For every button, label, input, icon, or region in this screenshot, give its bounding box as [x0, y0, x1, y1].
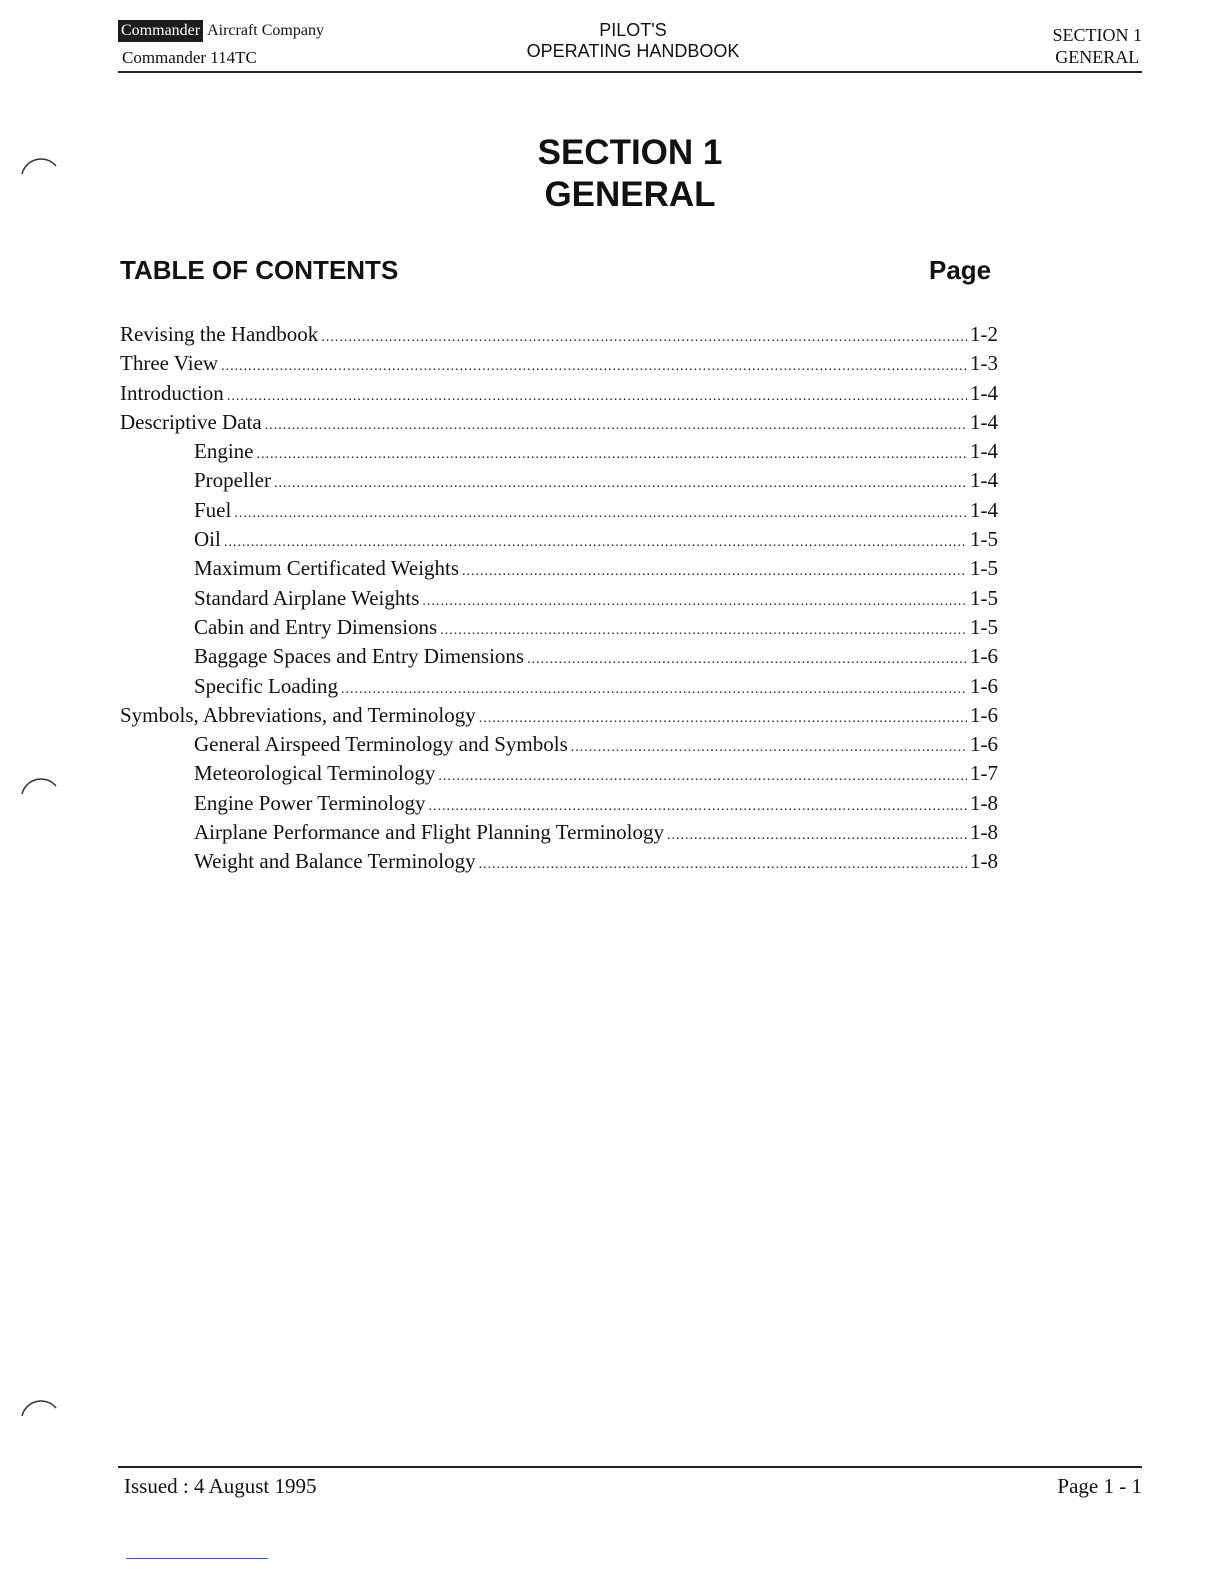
footer-divider: [118, 1466, 1142, 1468]
toc-entry[interactable]: [120, 379, 998, 408]
toc-entry-title: Three View: [120, 351, 219, 376]
toc-entry[interactable]: [120, 554, 998, 583]
toc-heading: TABLE OF CONTENTS: [120, 255, 399, 285]
toc-dot-leader: [321, 323, 967, 352]
toc-entry[interactable]: [120, 701, 998, 730]
toc-entry[interactable]: [120, 349, 998, 378]
brand-company-name: Aircraft Company: [207, 22, 324, 39]
toc-entry-title: Cabin and Entry Dimensions: [194, 614, 438, 639]
toc-entry[interactable]: [120, 525, 998, 554]
header-section-name: GENERAL: [1055, 47, 1140, 67]
section-title-name: GENERAL: [544, 175, 716, 214]
toc-entry-page: 1-4: [970, 497, 998, 522]
toc-entry[interactable]: [120, 437, 998, 466]
toc-dot-leader: [227, 382, 967, 411]
toc-entry[interactable]: [120, 818, 998, 847]
toc-entry-page: 1-8: [970, 820, 998, 845]
toc-entry-page: 1-4: [970, 439, 998, 464]
toc-entry-title: Baggage Spaces and Entry Dimensions: [194, 644, 525, 669]
toc-entry-page: 1-4: [970, 468, 998, 493]
toc-entry-page: 1-5: [970, 614, 998, 639]
aircraft-model: Commander 114TC: [122, 48, 257, 67]
toc-entry[interactable]: [120, 320, 998, 349]
page-header: [118, 16, 1142, 72]
toc-entry-page: 1-5: [970, 556, 998, 581]
toc-entry-title: Engine: [194, 439, 254, 464]
toc-entry[interactable]: [120, 613, 998, 642]
toc-entry[interactable]: [120, 466, 998, 495]
toc-entry-title: Oil: [194, 527, 221, 552]
toc-entry[interactable]: [120, 789, 998, 818]
toc-dot-leader: [221, 352, 967, 381]
toc-entry-title: Specific Loading: [194, 673, 339, 698]
toc-dot-leader: [274, 469, 967, 498]
toc-dot-leader: [265, 411, 967, 440]
toc-entry[interactable]: [120, 496, 998, 525]
toc-entry[interactable]: [120, 672, 998, 701]
header-section-label: [1053, 24, 1143, 68]
toc-entry[interactable]: [120, 584, 998, 613]
binder-hole-mark: [18, 1390, 58, 1420]
toc-entry-title: Airplane Performance and Flight Planning Terminology: [194, 820, 664, 845]
toc-entry-title: Descriptive Data: [120, 409, 262, 434]
page-number: Page 1 - 1: [1057, 1474, 1142, 1498]
toc-entry[interactable]: [120, 759, 998, 788]
toc-list: [120, 320, 998, 877]
toc-entry-page: 1-5: [970, 527, 998, 552]
toc-dot-leader: [479, 850, 967, 879]
toc-entry-title: Fuel: [194, 497, 232, 522]
toc-dot-leader: [462, 557, 967, 586]
toc-entry[interactable]: [120, 408, 998, 437]
brand-logo-badge: Commander: [118, 20, 203, 42]
header-divider: [118, 71, 1142, 73]
toc-entry-title: Standard Airplane Weights: [194, 585, 420, 610]
toc-entry[interactable]: [120, 847, 998, 876]
toc-dot-leader: [224, 528, 967, 557]
toc-entry-title: Symbols, Abbreviations, and Terminology: [120, 702, 476, 727]
issue-date: Issued : 4 August 1995: [124, 1474, 317, 1498]
binder-hole-mark: [18, 768, 58, 798]
toc-entry-title: Meteorological Terminology: [194, 761, 436, 786]
section-title-number: SECTION 1: [537, 133, 723, 172]
toc-entry-title: General Airspeed Terminology and Symbols: [194, 732, 568, 757]
handbook-title-line1: PILOT'S: [599, 20, 667, 40]
toc-entry-page: 1-2: [970, 322, 998, 346]
toc-entry-title: Propeller: [194, 468, 271, 493]
handbook-title-line2: OPERATING HANDBOOK: [526, 41, 740, 61]
toc-entry-page: 1-3: [970, 351, 998, 376]
toc-entry-page: 1-6: [970, 644, 998, 669]
toc-entry-title: Engine Power Terminology: [194, 790, 426, 815]
toc-page-column-heading: Page: [929, 255, 992, 285]
toc-dot-leader: [438, 762, 967, 791]
toc-entry-page: 1-6: [970, 673, 998, 698]
toc-dot-leader: [428, 792, 967, 821]
toc-entry-title: Introduction: [120, 380, 224, 405]
brand-line: [118, 20, 324, 42]
toc-dot-leader: [256, 440, 967, 469]
toc-dot-leader: [234, 499, 967, 528]
toc-dot-leader: [422, 587, 967, 616]
header-section-number: SECTION 1: [1052, 25, 1142, 45]
toc-entry[interactable]: [120, 730, 998, 759]
toc-dot-leader: [479, 704, 967, 733]
toc-dot-leader: [527, 645, 967, 674]
toc-entry-page: 1-6: [970, 732, 998, 757]
toc-dot-leader: [440, 616, 967, 645]
toc-entry-page: 1-5: [970, 585, 998, 610]
toc-entry-page: 1-6: [970, 702, 998, 727]
handbook-title: [478, 20, 788, 62]
toc-entry-title: Weight and Balance Terminology: [194, 849, 476, 874]
toc-dot-leader: [341, 675, 967, 704]
toc-entry-page: 1-4: [970, 409, 998, 434]
toc-entry-page: 1-8: [970, 849, 998, 874]
toc-dot-leader: [667, 821, 967, 850]
toc-entry-title: Revising the Handbook: [120, 322, 319, 346]
toc-entry-page: 1-7: [970, 761, 998, 786]
toc-entry[interactable]: [120, 642, 998, 671]
toc-entry-title: Maximum Certificated Weights: [194, 556, 460, 581]
section-title: [0, 132, 1224, 216]
toc-entry-page: 1-8: [970, 790, 998, 815]
link-underline: [126, 1558, 268, 1559]
toc-dot-leader: [571, 733, 967, 762]
toc-entry-page: 1-4: [970, 380, 998, 405]
